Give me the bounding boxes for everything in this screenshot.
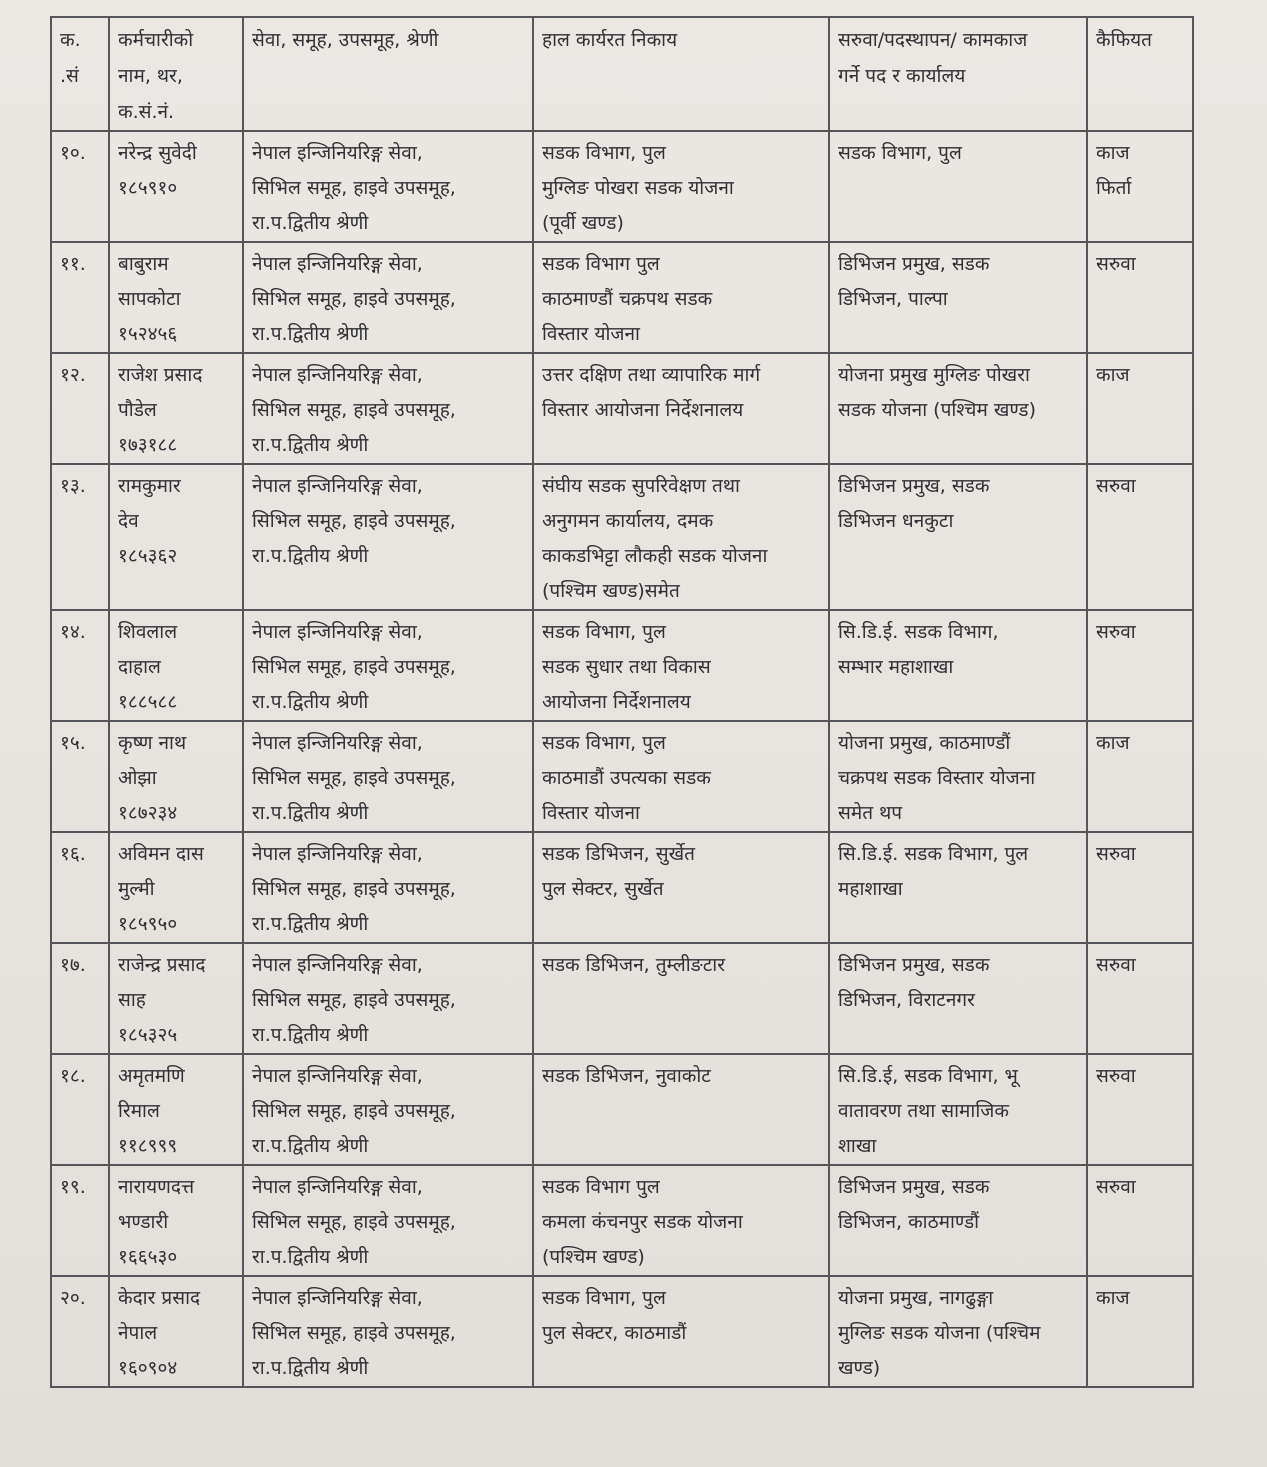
cell-line: नेपाल इन्जिनियरिङ्ग सेवा, [252, 1176, 423, 1198]
table-row [51, 1276, 1193, 1387]
table-row [51, 464, 1193, 610]
cell-remarks [1087, 353, 1193, 464]
cell-line: (पूर्वी खण्ड) [542, 212, 624, 234]
cell-post [829, 242, 1087, 353]
cell-line: सडक विभाग, पुल [542, 142, 666, 164]
cell-line: १७. [60, 954, 86, 976]
header-line: कैफियत [1096, 29, 1153, 51]
cell-post [829, 464, 1087, 610]
cell-line: पुल सेक्टर, काठमाडौं [542, 1322, 687, 1344]
cell-line: सिभिल समूह, हाइवे उपसमूह, [252, 1100, 456, 1122]
cell-name [109, 242, 243, 353]
table-row [51, 943, 1193, 1054]
cell-post [829, 353, 1087, 464]
cell-line: सापकोटा [118, 288, 181, 310]
cell-line: संघीय सडक सुपरिवेक्षण तथा [542, 475, 740, 497]
cell-name [109, 131, 243, 242]
header-line: क.सं.नं. [118, 101, 175, 123]
cell-line: रा.प.द्वितीय श्रेणी [252, 212, 369, 234]
cell-service [243, 131, 533, 242]
cell-line: डिभिजन, विराटनगर [838, 989, 975, 1011]
cell-line: काज [1096, 364, 1130, 386]
cell-line: ११. [60, 253, 86, 275]
cell-sn [51, 353, 109, 464]
cell-name [109, 610, 243, 721]
cell-line: योजना प्रमुख, काठमाण्डौं [838, 732, 1011, 754]
cell-line: देव [118, 510, 139, 532]
cell-line: सडक विभाग पुल [542, 253, 660, 275]
cell-line: सडक विभाग, पुल [542, 1287, 666, 1309]
cell-line: योजना प्रमुख, नागढुङ्गा [838, 1287, 994, 1309]
cell-sn [51, 131, 109, 242]
header-service [243, 17, 533, 131]
cell-office [533, 721, 829, 832]
cell-sn [51, 943, 109, 1054]
cell-remarks [1087, 610, 1193, 721]
cell-line: नेपाल इन्जिनियरिङ्ग सेवा, [252, 621, 423, 643]
cell-line: सरुवा [1096, 621, 1136, 643]
cell-line: खण्ड) [838, 1357, 881, 1379]
cell-post [829, 1165, 1087, 1276]
cell-line: बाबुराम [118, 253, 169, 275]
cell-name [109, 721, 243, 832]
cell-name [109, 1276, 243, 1387]
cell-line: सडक डिभिजन, नुवाकोट [542, 1065, 711, 1087]
cell-line: डिभिजन प्रमुख, सडक [838, 253, 990, 275]
cell-line: रा.प.द्वितीय श्रेणी [252, 323, 369, 345]
cell-post [829, 943, 1087, 1054]
cell-office [533, 943, 829, 1054]
cell-line: रा.प.द्वितीय श्रेणी [252, 1246, 369, 1268]
cell-service [243, 832, 533, 943]
cell-line: सडक योजना (पश्चिम खण्ड) [838, 399, 1036, 421]
cell-line: १६०९०४ [118, 1357, 178, 1379]
cell-sn [51, 1054, 109, 1165]
cell-line: रा.प.द्वितीय श्रेणी [252, 691, 369, 713]
cell-line: मुल्मी [118, 878, 155, 900]
header-line: नाम, थर, [118, 65, 183, 87]
cell-post [829, 721, 1087, 832]
cell-line: मुग्लिङ सडक योजना (पश्चिम [838, 1322, 1041, 1344]
cell-line: सरुवा [1096, 1065, 1136, 1087]
cell-line: सि.डि.ई. सडक विभाग, [838, 621, 999, 643]
cell-service [243, 1276, 533, 1387]
header-line: कर्मचारीको [118, 29, 194, 51]
cell-line: सिभिल समूह, हाइवे उपसमूह, [252, 1322, 456, 1344]
cell-office [533, 1054, 829, 1165]
cell-line: १८५३६२ [118, 545, 178, 567]
table-row [51, 131, 1193, 242]
cell-line: नेपाल [118, 1322, 158, 1344]
table-header-row [51, 17, 1193, 131]
cell-line: समेत थप [838, 802, 903, 824]
cell-line: १५२४५६ [118, 323, 178, 345]
cell-line: रा.प.द्वितीय श्रेणी [252, 545, 369, 567]
cell-line: १५. [60, 732, 86, 754]
header-remarks [1087, 17, 1193, 131]
cell-line: सरुवा [1096, 475, 1136, 497]
cell-line: डिभिजन धनकुटा [838, 510, 954, 532]
cell-line: सिभिल समूह, हाइवे उपसमूह, [252, 510, 456, 532]
cell-line: शाखा [838, 1135, 877, 1157]
cell-line: १४. [60, 621, 86, 643]
cell-line: सडक डिभिजन, सुर्खेत [542, 843, 695, 865]
cell-line: अनुगमन कार्यालय, दमक [542, 510, 714, 532]
cell-sn [51, 1165, 109, 1276]
cell-remarks [1087, 131, 1193, 242]
cell-service [243, 242, 533, 353]
cell-line: डिभिजन प्रमुख, सडक [838, 954, 990, 976]
cell-line: नारायणदत्त [118, 1176, 195, 1198]
cell-line: १८. [60, 1065, 86, 1087]
header-post [829, 17, 1087, 131]
cell-line: सडक विभाग, पुल [542, 621, 666, 643]
cell-remarks [1087, 721, 1193, 832]
cell-line: नेपाल इन्जिनियरिङ्ग सेवा, [252, 253, 423, 275]
cell-line: नेपाल इन्जिनियरिङ्ग सेवा, [252, 954, 423, 976]
cell-line: नेपाल इन्जिनियरिङ्ग सेवा, [252, 843, 423, 865]
cell-office [533, 1276, 829, 1387]
cell-line: राजेश प्रसाद [118, 364, 203, 386]
cell-line: १८८५८८ [118, 691, 178, 713]
table-body [51, 131, 1193, 1387]
cell-line: सडक डिभिजन, तुम्लीङटार [542, 954, 726, 976]
cell-line: महाशाखा [838, 878, 903, 900]
cell-line: मुग्लिङ पोखरा सडक योजना [542, 177, 734, 199]
cell-remarks [1087, 1054, 1193, 1165]
cell-line: १८५९१० [118, 177, 178, 199]
cell-line: काकडभिट्टा लौकही सडक योजना [542, 545, 768, 567]
cell-line: काठमाडौं उपत्यका सडक [542, 767, 711, 789]
cell-line: सिभिल समूह, हाइवे उपसमूह, [252, 767, 456, 789]
cell-line: रिमाल [118, 1100, 160, 1122]
cell-service [243, 1054, 533, 1165]
cell-line: सिभिल समूह, हाइवे उपसमूह, [252, 288, 456, 310]
cell-line: ११८९९९ [118, 1135, 178, 1157]
cell-line: नेपाल इन्जिनियरिङ्ग सेवा, [252, 1065, 423, 1087]
cell-line: साह [118, 989, 146, 1011]
cell-line: १८७२३४ [118, 802, 178, 824]
cell-line: सरुवा [1096, 1176, 1136, 1198]
cell-line: सिभिल समूह, हाइवे उपसमूह, [252, 177, 456, 199]
header-office [533, 17, 829, 131]
cell-line: डिभिजन प्रमुख, सडक [838, 1176, 990, 1198]
cell-line: सिभिल समूह, हाइवे उपसमूह, [252, 878, 456, 900]
cell-name [109, 464, 243, 610]
cell-line: ओझा [118, 767, 157, 789]
cell-line: वातावरण तथा सामाजिक [838, 1100, 1009, 1122]
cell-line: उत्तर दक्षिण तथा व्यापारिक मार्ग [542, 364, 761, 386]
cell-line: सम्भार महाशाखा [838, 656, 954, 678]
cell-service [243, 464, 533, 610]
cell-line: काठमाण्डौं चक्रपथ सडक [542, 288, 713, 310]
cell-line: १३. [60, 475, 86, 497]
cell-line: १८५३२५ [118, 1024, 178, 1046]
cell-post [829, 131, 1087, 242]
transfer-table [50, 16, 1194, 1388]
cell-sn [51, 242, 109, 353]
cell-office [533, 353, 829, 464]
header-line: हाल कार्यरत निकाय [542, 29, 678, 51]
cell-line: डिभिजन, पाल्पा [838, 288, 948, 310]
cell-office [533, 832, 829, 943]
cell-line: सि.डि.ई. सडक विभाग, पुल [838, 843, 1029, 865]
cell-line: (पश्चिम खण्ड)समेत [542, 580, 680, 602]
cell-line: भण्डारी [118, 1211, 169, 1233]
cell-line: १६६५३० [118, 1246, 178, 1268]
cell-line: नेपाल इन्जिनियरिङ्ग सेवा, [252, 732, 423, 754]
cell-line: डिभिजन प्रमुख, सडक [838, 475, 990, 497]
cell-name [109, 943, 243, 1054]
cell-name [109, 832, 243, 943]
cell-line: रा.प.द्वितीय श्रेणी [252, 1357, 369, 1379]
cell-line: नेपाल इन्जिनियरिङ्ग सेवा, [252, 1287, 423, 1309]
header-line: क. [60, 29, 81, 51]
cell-line: नेपाल इन्जिनियरिङ्ग सेवा, [252, 142, 423, 164]
cell-line: सिभिल समूह, हाइवे उपसमूह, [252, 656, 456, 678]
cell-office [533, 131, 829, 242]
cell-line: रा.प.द्वितीय श्रेणी [252, 1024, 369, 1046]
cell-line: २०. [60, 1287, 86, 1309]
cell-service [243, 721, 533, 832]
cell-line: १८५९५० [118, 913, 178, 935]
table-row [51, 353, 1193, 464]
cell-remarks [1087, 464, 1193, 610]
table-row [51, 242, 1193, 353]
cell-line: चक्रपथ सडक विस्तार योजना [838, 767, 1036, 789]
cell-line: सरुवा [1096, 253, 1136, 275]
cell-line: डिभिजन, काठमाण्डौं [838, 1211, 980, 1233]
cell-post [829, 1054, 1087, 1165]
header-line: .सं [60, 65, 79, 87]
cell-line: नरेन्द्र सुवेदी [118, 142, 197, 164]
cell-line: १६. [60, 843, 86, 865]
cell-name [109, 1165, 243, 1276]
table-row [51, 1165, 1193, 1276]
header-name [109, 17, 243, 131]
cell-line: सडक विभाग, पुल [542, 732, 666, 754]
cell-line: रा.प.द्वितीय श्रेणी [252, 434, 369, 456]
cell-office [533, 610, 829, 721]
cell-line: सिभिल समूह, हाइवे उपसमूह, [252, 989, 456, 1011]
cell-line: सरुवा [1096, 954, 1136, 976]
cell-service [243, 353, 533, 464]
cell-line: नेपाल इन्जिनियरिङ्ग सेवा, [252, 475, 423, 497]
cell-name [109, 353, 243, 464]
cell-line: विस्तार आयोजना निर्देशनालय [542, 399, 744, 421]
cell-line: सि.डि.ई, सडक विभाग, भू [838, 1065, 1018, 1087]
cell-line: काज [1096, 142, 1130, 164]
cell-service [243, 943, 533, 1054]
cell-line: (पश्चिम खण्ड) [542, 1246, 645, 1268]
cell-line: सडक सुधार तथा विकास [542, 656, 711, 678]
cell-line: सरुवा [1096, 843, 1136, 865]
table-row [51, 1054, 1193, 1165]
cell-sn [51, 721, 109, 832]
cell-service [243, 1165, 533, 1276]
header-sn [51, 17, 109, 131]
cell-office [533, 1165, 829, 1276]
cell-remarks [1087, 943, 1193, 1054]
cell-line: १९. [60, 1176, 86, 1198]
cell-line: फिर्ता [1096, 177, 1132, 199]
cell-line: योजना प्रमुख मुग्लिङ पोखरा [838, 364, 1030, 386]
cell-line: १७३१८८ [118, 434, 178, 456]
cell-line: काज [1096, 1287, 1130, 1309]
cell-line: सडक विभाग, पुल [838, 142, 962, 164]
cell-line: पौडेल [118, 399, 157, 421]
cell-remarks [1087, 1276, 1193, 1387]
cell-line: शिवलाल [118, 621, 178, 643]
cell-line: दाहाल [118, 656, 161, 678]
cell-line: केदार प्रसाद [118, 1287, 201, 1309]
cell-line: कृष्ण नाथ [118, 732, 187, 754]
cell-line: सडक विभाग पुल [542, 1176, 660, 1198]
cell-line: काज [1096, 732, 1130, 754]
table-row [51, 832, 1193, 943]
cell-line: सिभिल समूह, हाइवे उपसमूह, [252, 399, 456, 421]
cell-line: कमला कंचनपुर सडक योजना [542, 1211, 743, 1233]
cell-sn [51, 832, 109, 943]
cell-service [243, 610, 533, 721]
cell-name [109, 1054, 243, 1165]
cell-office [533, 464, 829, 610]
table-row [51, 721, 1193, 832]
cell-sn [51, 1276, 109, 1387]
cell-remarks [1087, 1165, 1193, 1276]
cell-line: १०. [60, 142, 86, 164]
cell-line: राजेन्द्र प्रसाद [118, 954, 206, 976]
header-line: सरुवा/पदस्थापन/ कामकाज [838, 29, 1028, 51]
cell-line: रामकुमार [118, 475, 181, 497]
header-line: गर्ने पद र कार्यालय [838, 65, 966, 87]
cell-line: अमृतमणि [118, 1065, 185, 1087]
header-line: सेवा, समूह, उपसमूह, श्रेणी [252, 29, 439, 51]
cell-line: सिभिल समूह, हाइवे उपसमूह, [252, 1211, 456, 1233]
cell-line: नेपाल इन्जिनियरिङ्ग सेवा, [252, 364, 423, 386]
cell-sn [51, 610, 109, 721]
cell-line: रा.प.द्वितीय श्रेणी [252, 802, 369, 824]
cell-office [533, 242, 829, 353]
cell-sn [51, 464, 109, 610]
cell-line: पुल सेक्टर, सुर्खेत [542, 878, 664, 900]
cell-post [829, 610, 1087, 721]
cell-line: अविमन दास [118, 843, 204, 865]
cell-remarks [1087, 242, 1193, 353]
cell-line: १२. [60, 364, 86, 386]
cell-line: आयोजना निर्देशनालय [542, 691, 691, 713]
cell-remarks [1087, 832, 1193, 943]
cell-line: विस्तार योजना [542, 802, 640, 824]
cell-post [829, 1276, 1087, 1387]
cell-line: रा.प.द्वितीय श्रेणी [252, 1135, 369, 1157]
cell-line: विस्तार योजना [542, 323, 640, 345]
table-row [51, 610, 1193, 721]
cell-line: रा.प.द्वितीय श्रेणी [252, 913, 369, 935]
cell-post [829, 832, 1087, 943]
